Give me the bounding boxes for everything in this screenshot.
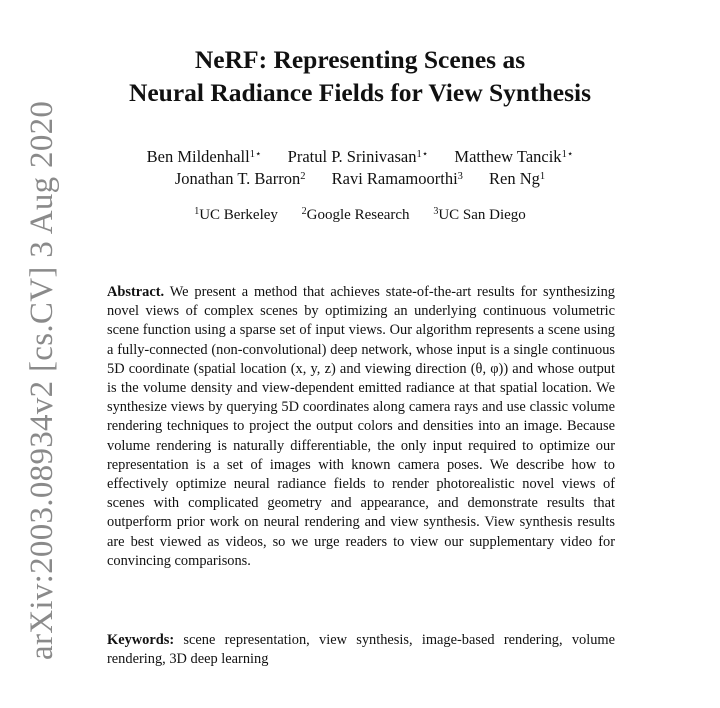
- affiliation-name: Google Research: [306, 207, 410, 223]
- author-affiliation-mark: 1⋆: [416, 149, 429, 160]
- abstract-section: [107, 283, 615, 571]
- affiliation-number: 2: [301, 206, 307, 217]
- affiliation-number: 1: [194, 206, 200, 217]
- author-affiliation-mark: 1: [539, 171, 546, 182]
- keywords-label: Keywords:: [107, 632, 175, 648]
- keywords-section: [107, 631, 615, 669]
- author-name: Ravi Ramamoorthi: [331, 169, 458, 188]
- author-affiliation-mark: 3: [457, 171, 463, 182]
- affiliation-number: 3: [433, 206, 439, 217]
- abstract-label: Abstract.: [107, 284, 165, 300]
- affiliation-name: UC Berkeley: [199, 207, 278, 223]
- keywords-text: scene representation, view synthesis, image-based rendering, volume rendering, 3D deep learning: [107, 632, 615, 668]
- author-line-2: [80, 168, 640, 190]
- author-name: Matthew Tancik: [454, 147, 562, 166]
- author-list: [80, 146, 640, 190]
- paper-title: [80, 43, 640, 109]
- author: [454, 147, 573, 166]
- arxiv-identifier-stamp: arXiv:2003.08934v2 [cs.CV] 3 Aug 2020: [24, 100, 60, 660]
- affiliation-name: UC San Diego: [438, 207, 526, 223]
- author: [288, 147, 429, 166]
- affiliation-list: [80, 205, 640, 225]
- abstract-text: We present a method that achieves state-of-the-art results for synthesizing novel views of complex scenes by optimizing an underlying continuous volumetric scene function using a sparse set of input views. Our algorithm represents a scene using a fully-connected (non-convolutional) deep network, whose input is a single continuous 5D coordinate (spatial location (x, y, z) and viewing direction (θ, φ)) and whose output is the volume density and view-dependent emitted radiance at that spatial location. We synthesize views by querying 5D coordinates along camera rays and use classic volume rendering techniques to project the output colors and densities into an image. Because volume rendering is naturally differentiable, the only input required to optimize our representation is a set of images with known camera poses. We describe how to effectively optimize neural radiance fields to render photorealistic novel views of scenes with complicated geometry and appearance, and demonstrate results that outperform prior work on neural rendering and view synthesis. View synthesis results are best viewed as videos, so we urge readers to view our supplementary video for convincing comparisons.: [107, 284, 615, 569]
- affiliation: [433, 207, 526, 223]
- author-affiliation-mark: 2: [300, 171, 306, 182]
- paper-title-line-2: Neural Radiance Fields for View Synthesis: [128, 78, 592, 107]
- affiliation: [302, 207, 410, 223]
- author-name: Pratul P. Srinivasan: [287, 147, 417, 166]
- author-name: Ren Ng: [489, 169, 540, 188]
- author-affiliation-mark: 1⋆: [249, 149, 262, 160]
- author: [489, 169, 545, 188]
- author: [175, 169, 306, 188]
- author: [147, 147, 262, 166]
- author-name: Ben Mildenhall: [146, 147, 250, 166]
- paper-title-line-1: NeRF: Representing Scenes as: [194, 45, 526, 74]
- affiliation: [194, 207, 278, 223]
- author: [332, 169, 463, 188]
- author-affiliation-mark: 1⋆: [561, 149, 574, 160]
- author-name: Jonathan T. Barron: [174, 169, 301, 188]
- author-line-1: [80, 146, 640, 168]
